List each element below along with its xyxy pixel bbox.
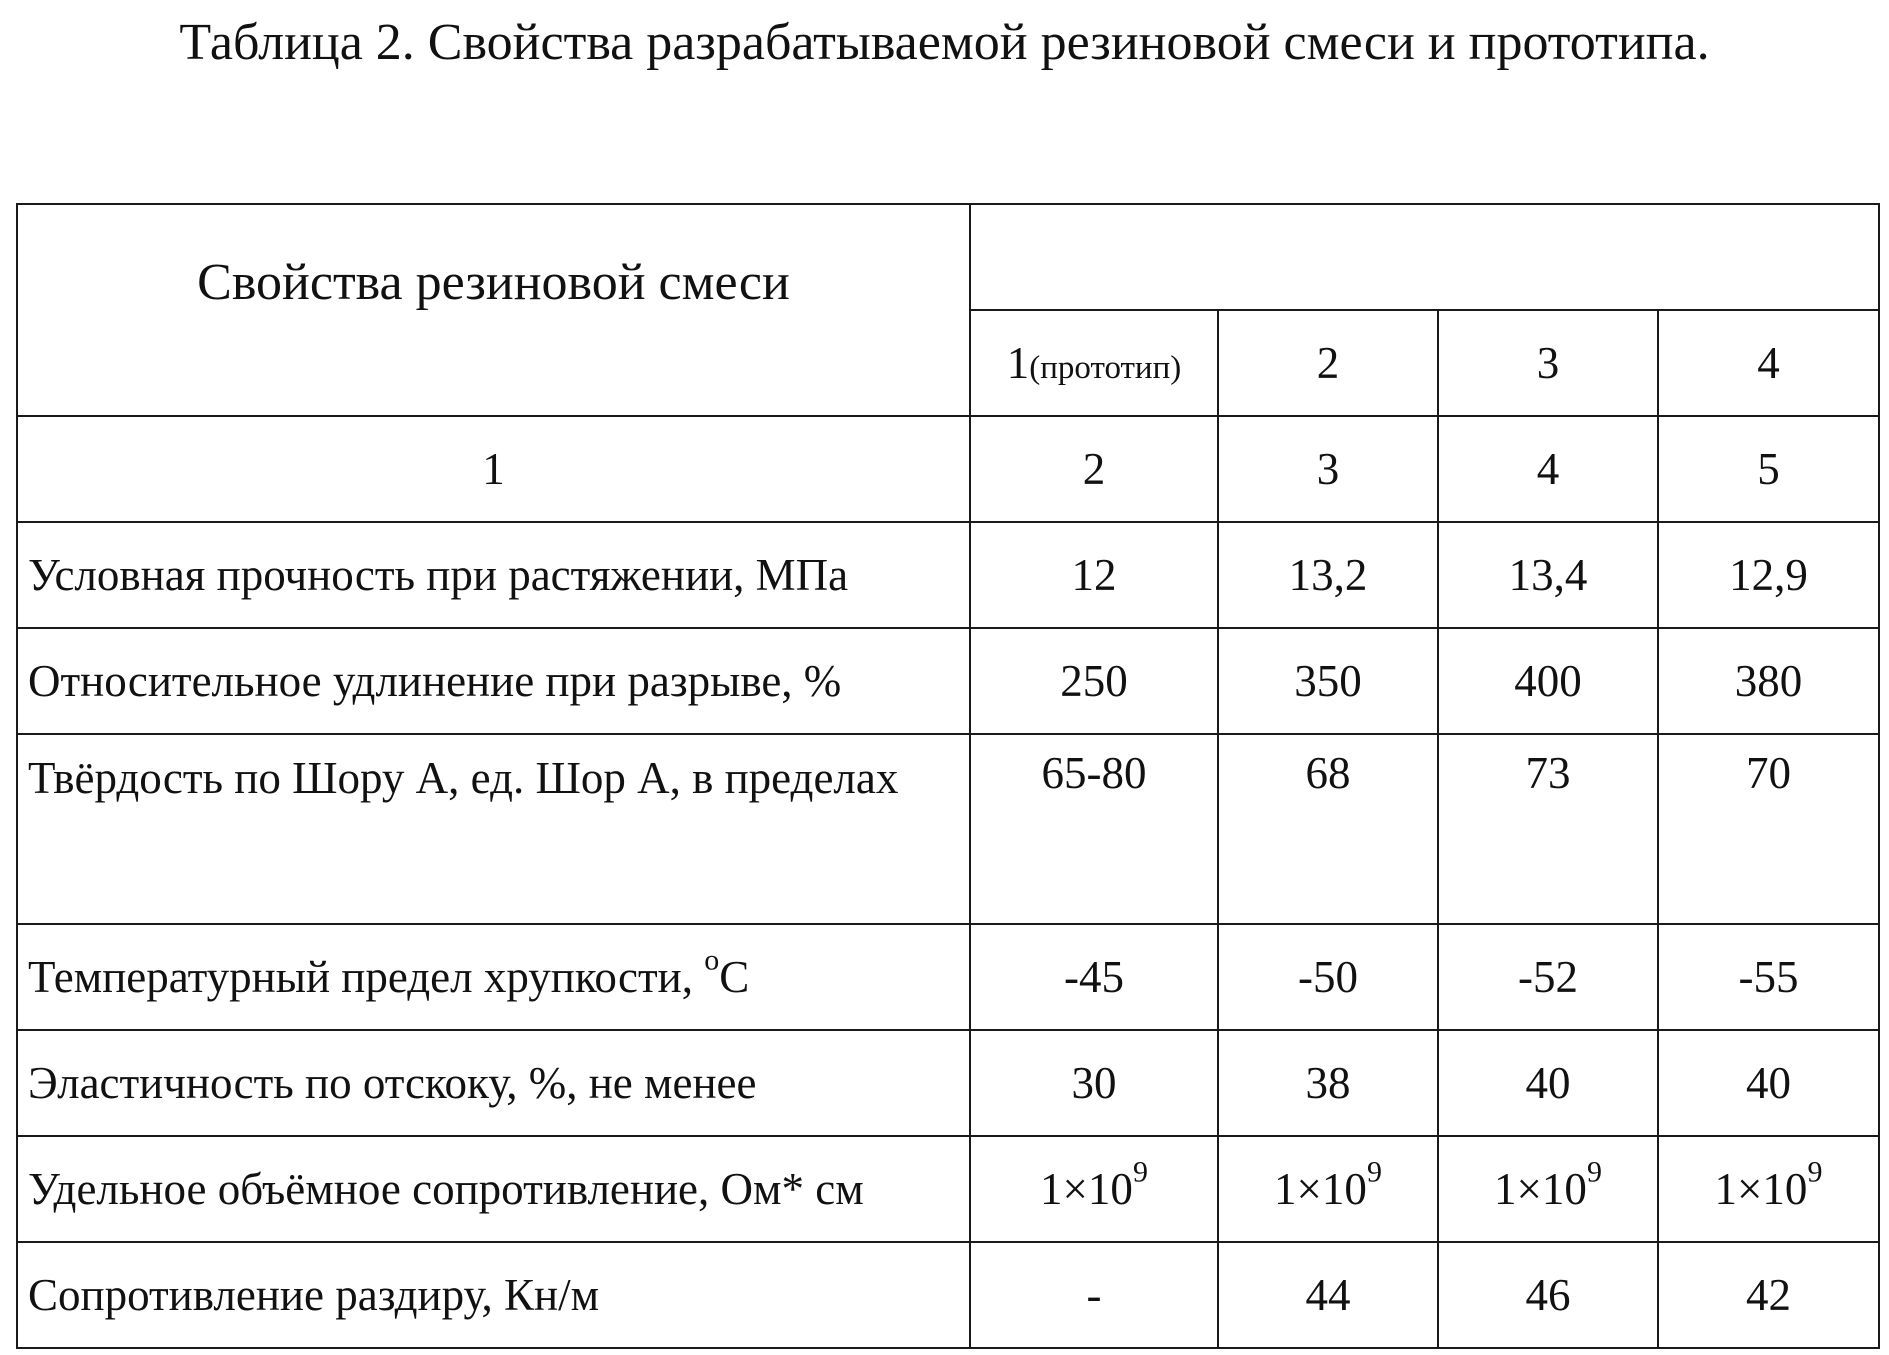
- numbering-cell: 4: [1438, 416, 1658, 522]
- table-row: [17, 1136, 1879, 1242]
- header-col-4: 4: [1658, 310, 1879, 416]
- table-row: [17, 734, 1879, 924]
- value-cell: [1218, 1136, 1438, 1242]
- row-label: Удельное объёмное сопротивление, Ом* см: [17, 1136, 970, 1242]
- value-exponent: 9: [1807, 1155, 1823, 1189]
- row-label-unit: С: [719, 952, 750, 1002]
- header-col-2: 2: [1218, 310, 1438, 416]
- value-exponent: 9: [1586, 1155, 1602, 1189]
- numbering-cell: 2: [970, 416, 1218, 522]
- value-cell: 13,2: [1218, 522, 1438, 628]
- value-cell: 12: [970, 522, 1218, 628]
- header-row-top: [17, 204, 1879, 310]
- value-cell: 46: [1438, 1242, 1658, 1348]
- table-caption: Таблица 2. Свойства разрабатываемой резиновой смеси и прототипа.: [179, 14, 1710, 71]
- numbering-row: [17, 416, 1879, 522]
- row-label: Твёрдость по Шору А, ед. Шор А, в пределах: [17, 734, 970, 924]
- value-cell: 13,4: [1438, 522, 1658, 628]
- value-cell: 42: [1658, 1242, 1879, 1348]
- header-col-3: 3: [1438, 310, 1658, 416]
- value-cell: -50: [1218, 924, 1438, 1030]
- value-cell: 65-80: [970, 734, 1218, 924]
- row-label: Относительное удлинение при разрыве, %: [17, 628, 970, 734]
- header-col-1-note: (прототип): [1029, 350, 1182, 386]
- value-exponent: 9: [1366, 1155, 1382, 1189]
- row-label-text: Температурный предел хрупкости,: [28, 952, 705, 1002]
- value-cell: 350: [1218, 628, 1438, 734]
- degree-superscript: о: [704, 943, 720, 977]
- header-col-1: [970, 310, 1218, 416]
- value-cell: -45: [970, 924, 1218, 1030]
- header-blank-span-cell: [970, 204, 1879, 310]
- table-row: [17, 628, 1879, 734]
- numbering-cell: 5: [1658, 416, 1879, 522]
- value-cell: 400: [1438, 628, 1658, 734]
- numbering-cell: 3: [1218, 416, 1438, 522]
- value-cell: [1438, 1136, 1658, 1242]
- value-base: 1×10: [1040, 1164, 1133, 1214]
- value-cell: [970, 1136, 1218, 1242]
- value-cell: -52: [1438, 924, 1658, 1030]
- value-cell: 68: [1218, 734, 1438, 924]
- value-exponent: 9: [1132, 1155, 1148, 1189]
- value-base: 1×10: [1714, 1164, 1808, 1214]
- value-cell: 380: [1658, 628, 1879, 734]
- value-cell: 30: [970, 1030, 1218, 1136]
- row-label: Условная прочность при растяжении, МПа: [17, 522, 970, 628]
- value-cell: 250: [970, 628, 1218, 734]
- value-cell: [1658, 1136, 1879, 1242]
- row-label: Сопротивление раздиру, Кн/м: [17, 1242, 970, 1348]
- value-cell: 73: [1438, 734, 1658, 924]
- header-property-cell: [17, 204, 970, 416]
- table-row: [17, 1242, 1879, 1348]
- numbering-cell: 1: [17, 416, 970, 522]
- table-row: [17, 1030, 1879, 1136]
- header-col-1-number: 1: [1006, 338, 1030, 388]
- table-row: [17, 924, 1879, 1030]
- table-row: [17, 522, 1879, 628]
- row-label: Эластичность по отскоку, %, не менее: [17, 1030, 970, 1136]
- value-base: 1×10: [1274, 1164, 1367, 1214]
- properties-table: [16, 203, 1880, 1349]
- row-label: [17, 924, 970, 1030]
- header-property-title: Свойства резиновой смеси: [197, 253, 790, 311]
- value-base: 1×10: [1494, 1164, 1587, 1214]
- value-cell: 40: [1658, 1030, 1879, 1136]
- value-cell: 12,9: [1658, 522, 1879, 628]
- value-cell: 38: [1218, 1030, 1438, 1136]
- value-cell: 40: [1438, 1030, 1658, 1136]
- value-cell: -: [970, 1242, 1218, 1348]
- value-cell: 44: [1218, 1242, 1438, 1348]
- value-cell: 70: [1658, 734, 1879, 924]
- value-cell: -55: [1658, 924, 1879, 1030]
